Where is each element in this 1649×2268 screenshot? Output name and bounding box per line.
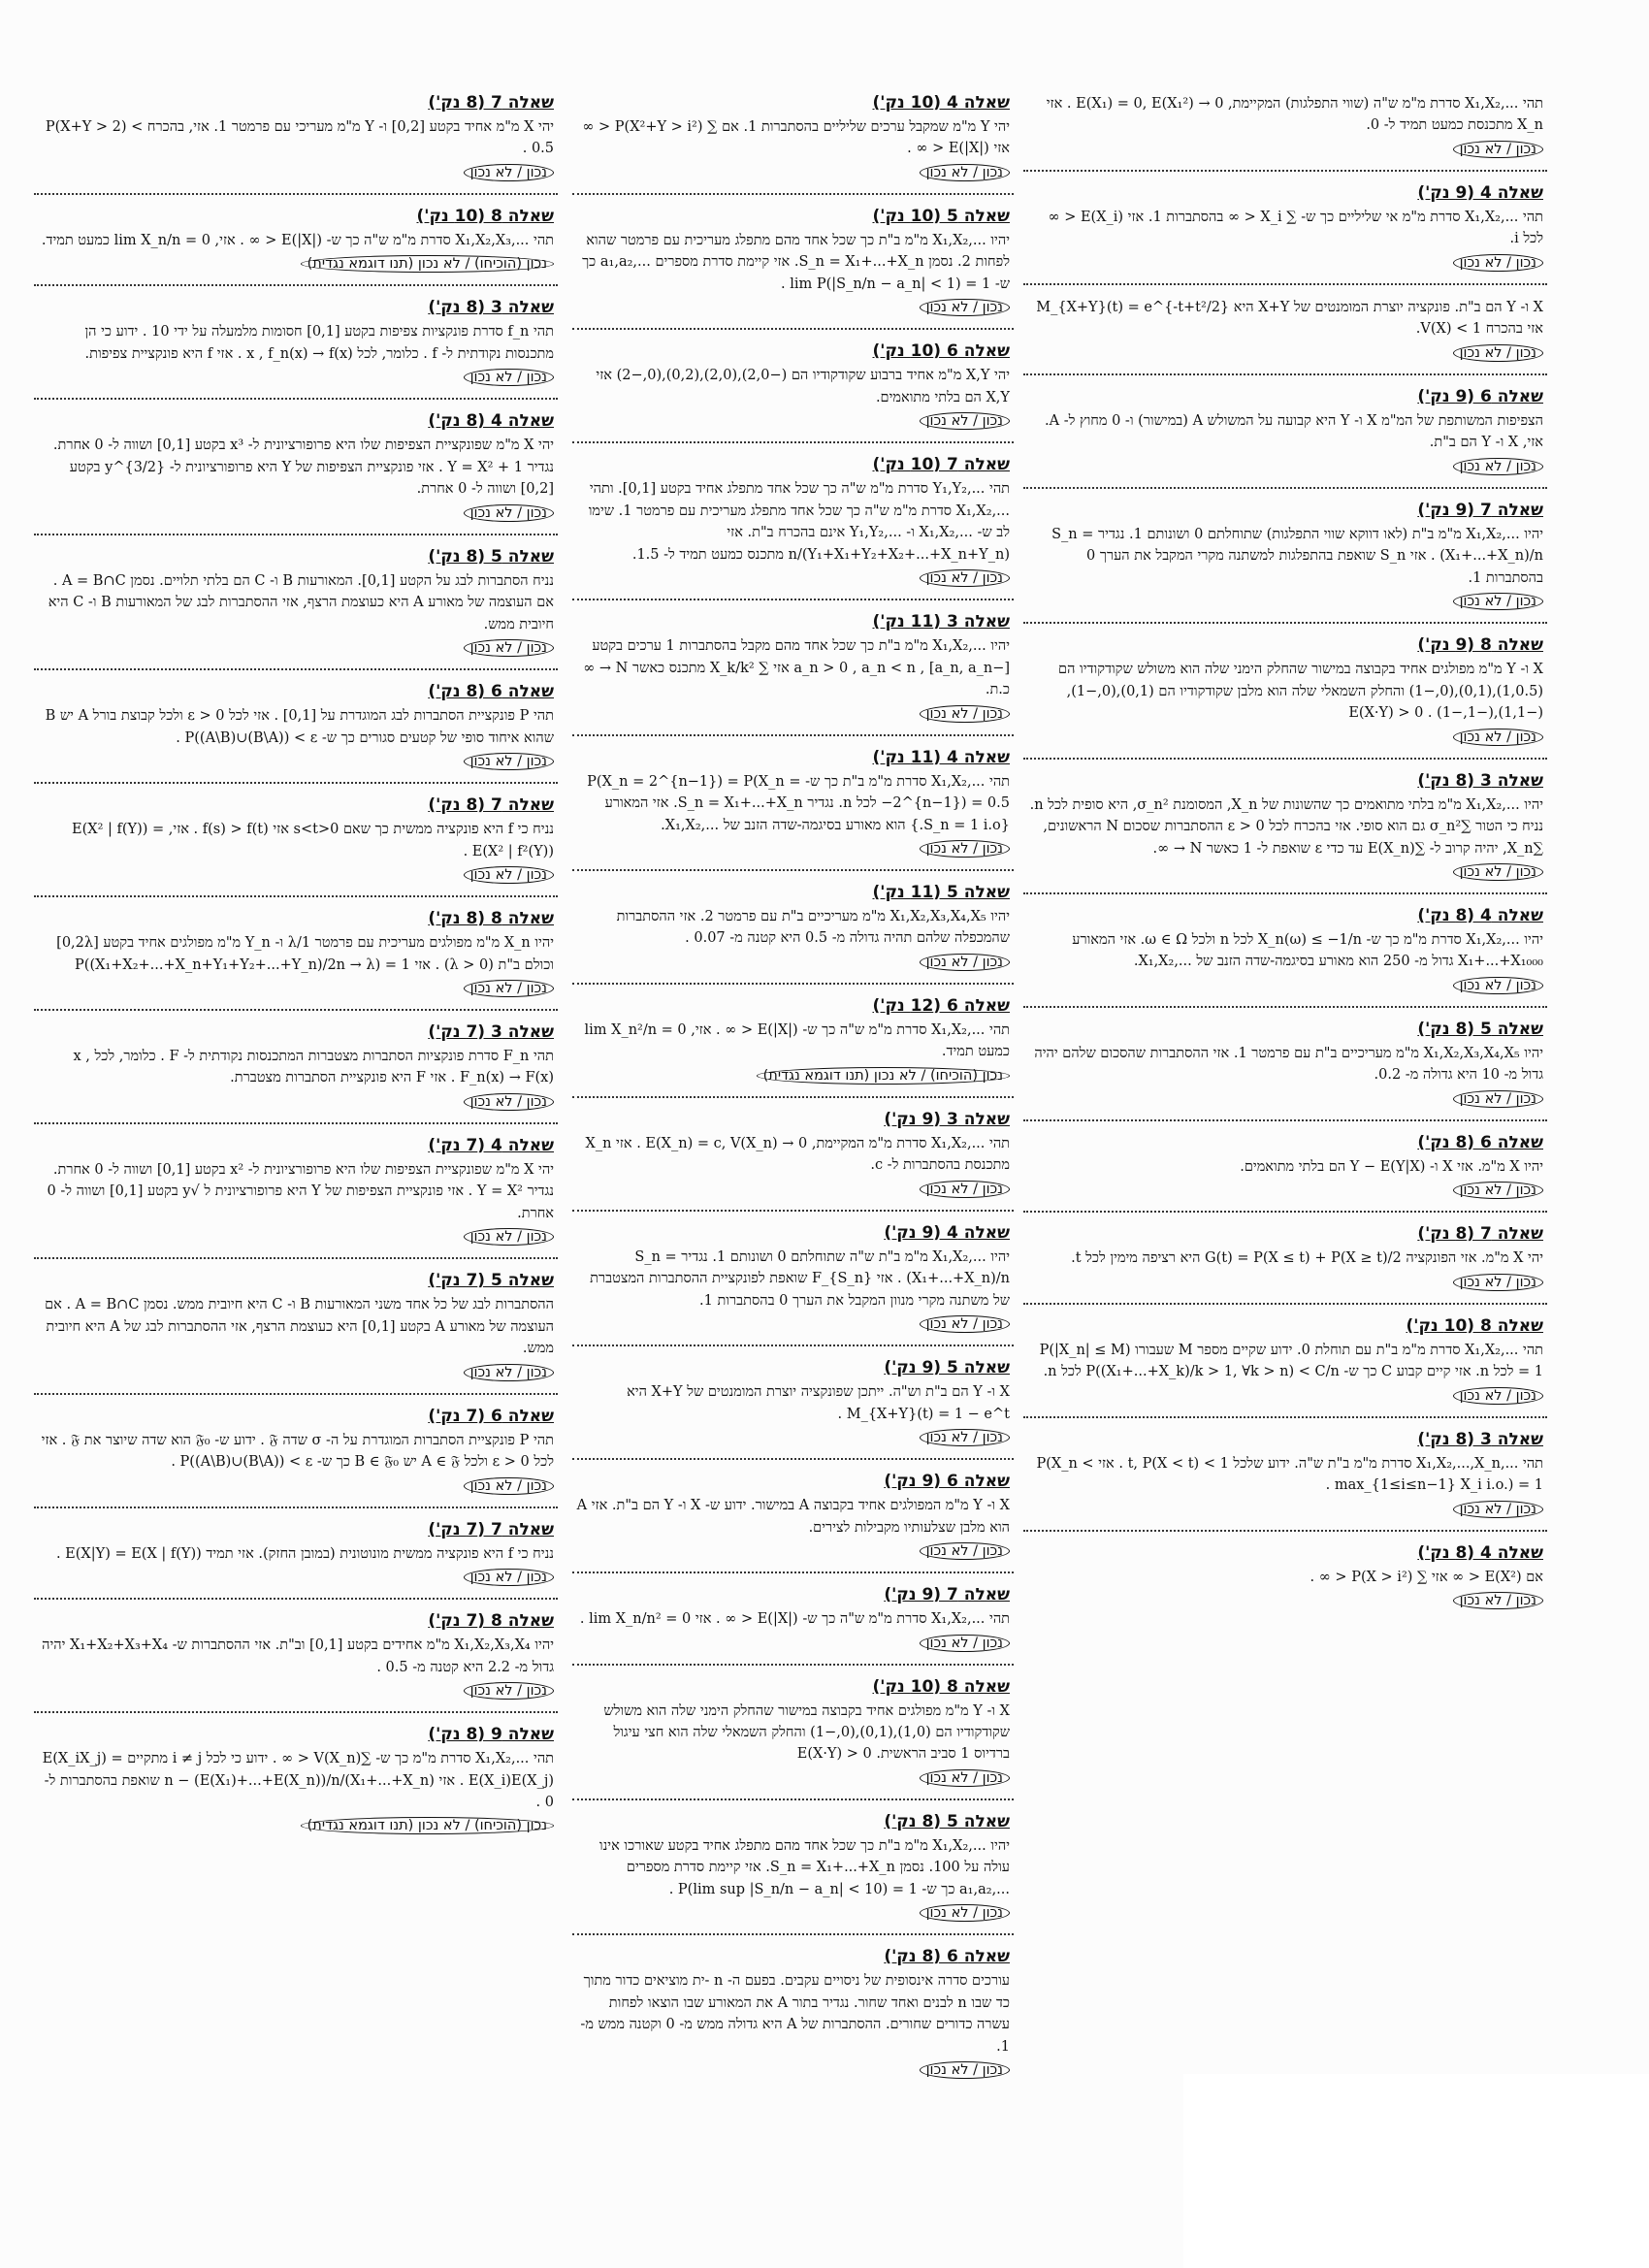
- question-title: שאלה 6 (9 נק'): [1417, 386, 1543, 406]
- question-title: שאלה 8 (10 נק'): [872, 1676, 1010, 1697]
- dotted-separator: [34, 1257, 558, 1259]
- question-block: [1023, 291, 1547, 368]
- dotted-separator: [572, 1345, 1014, 1346]
- question-block: [1023, 1218, 1547, 1296]
- dotted-separator: [572, 1664, 1014, 1666]
- question-text: יהיו ...,X₁,X₂ מ"מ בלתי מתואמים כך שהשונות של X_n, המסומנת σ_n², היא סופית לכל n. נניח כי הטור ∑σ_n² גם הוא סופי. אזי בהכרח לכל ε > 0 ההסתברות שסכום N הראשונים, ∑X_n, יהיה קרוב ל- ∑E(X_n) עד כדי ε שואפת ל- 1 כאשר N → ∞.: [1029, 796, 1543, 857]
- question-block: [572, 742, 1014, 863]
- answer-options: [38, 1228, 554, 1246]
- answer-options: [38, 255, 554, 273]
- question-block: [572, 87, 1014, 187]
- answer-options: [38, 164, 554, 181]
- question-title: שאלה 8 (10 נק'): [1406, 1315, 1543, 1336]
- answer-options: [576, 1181, 1010, 1198]
- question-title: שאלה 7 (8 נק'): [1417, 1224, 1543, 1245]
- answer-options: [1027, 1182, 1543, 1199]
- circled-answer: נכון / לא נכון: [464, 1228, 554, 1246]
- circled-answer: נכון / לא נכון: [920, 840, 1010, 858]
- dotted-separator: [1023, 170, 1547, 172]
- dotted-separator: [34, 398, 558, 400]
- circled-answer: נכון / לא נכון: [464, 164, 554, 181]
- question-title: שאלה 3 (8 נק'): [428, 298, 554, 318]
- question-title: שאלה 6 (7 נק'): [428, 1406, 554, 1426]
- question-block: [34, 405, 558, 527]
- question-block: [34, 790, 558, 890]
- question-title: שאלה 4 (9 נק'): [884, 1222, 1010, 1243]
- question-title: שאלה 6 (10 נק'): [872, 341, 1010, 362]
- question-title: שאלה 5 (7 נק'): [428, 1271, 554, 1291]
- dotted-separator: [34, 668, 558, 670]
- question-text: ההסתברות לבג של כל אחד משני המאורעות B ו- C היא חיובית ממש. נסמן A = B∩C . אם העוצמה של מאורע A בקטע [0,1] היא כעוצמת הרצף, אזי ההסתברות לבג של A היא חיובית ממש.: [45, 1297, 554, 1357]
- question-text: X ו- Y הם ב"ת וש"ה. ייתכן שפונקציה יוצרת המומנטים של X+Y היא M_{X+Y}(t) = 1 − e^t .: [627, 1384, 1010, 1422]
- circled-answer: נכון / לא נכון: [920, 1904, 1010, 1922]
- dotted-separator: [1023, 758, 1547, 760]
- question-text: יהיו X_n מ"מ מפולגים מעריכית עם פרמטר 1/λ ו- Y_n מ"מ מפולגים אחיד בקטע [0,2λ] וכולם ב"ת (λ > 0) . אזי P((X₁+X₂+...+X_n+Y₁+Y₂+...+Y_n)/2n → λ) = 1: [56, 935, 554, 973]
- question-block: [1023, 1424, 1547, 1524]
- blank-corner: [1183, 2074, 1649, 2268]
- answer-options: [1027, 1592, 1543, 1609]
- answer-options: [576, 954, 1010, 971]
- circled-answer: נכון / לא נכון: [1453, 1274, 1543, 1291]
- circled-answer: נכון / לא נכון: [1453, 1387, 1543, 1405]
- question-text: יהיו X₁,X₂,X₃,X₄,X₅ מ"מ מעריכיים ב"ת עם פרמטר 1. אזי ההסתברות שהסכום שלהם יהיה גדול מ- 10 היא גדולה מ- 0.2.: [1034, 1045, 1543, 1084]
- question-title: שאלה 3 (11 נק'): [872, 612, 1010, 632]
- answer-options: [576, 1904, 1010, 1922]
- circled-answer: נכון / לא נכון: [464, 980, 554, 997]
- question-block: [572, 201, 1014, 322]
- question-block: [34, 903, 558, 1003]
- dotted-separator: [34, 1122, 558, 1124]
- question-text: תהי ...,X₁,X₂ סדרת מ"מ ב"ת כך ש- P(X_n = 2^{n−1}) = P(X_n = −2^{n−1}) = 0.5 לכל n. נגדיר S_n = X₁+...+X_n. אזי המאורע {S_n = 1 i.o.} הוא מאורע בסיגמה-שדה הזנב של ...,X₁,X₂.: [587, 773, 1010, 833]
- question-title: שאלה 4 (8 נק'): [1417, 905, 1543, 925]
- question-text: יהיו ...,X₁,X₂ מ"מ ב"ת ש"ה שתוחלתם 0 ושונותם 1. נגדיר S_n = (X₁+...+X_n)/n . אזי F_{S_n} שואפת לפונקציית ההסתברות המצטברת של משתנה מקרי מנוון המקבל את הערך 0 בהסתברות 1.: [590, 1248, 1010, 1309]
- question-text: יהיו X₁,X₂,X₃,X₄,X₅ מ"מ מעריכיים ב"ת עם פרמטר 2. אזי ההסתברות שהמכפלה שלהם תהיה גדולה מ- 0.5 היא קטנה מ- 0.07 .: [616, 908, 1010, 947]
- question-title: שאלה 7 (7 נק'): [428, 1519, 554, 1539]
- question-text: X ו- Y הם ב"ת. פונקציה יוצרת המומנטים של X+Y היא M_{X+Y}(t) = e^{-t+t²/2} אזי בהכרח V(X) < 1.: [1036, 299, 1543, 338]
- question-text: אם E(X²) < ∞ אזי ∑ P(X > i²) < ∞ .: [1310, 1569, 1543, 1585]
- question-block: [34, 1017, 558, 1117]
- question-block: [1023, 495, 1547, 616]
- column-left: [34, 87, 558, 1840]
- dotted-separator: [1023, 1530, 1547, 1532]
- question-text: X ו- Y מ"מ מפולגים אחיד בקבוצה במישור שהחלק הימני שלה הוא משולש שקודקודיו הם (1,0.5),(0,1),(0,−1) והחלק השמאלי שלה הוא מלבן שקודקודיו הם (0,1),(0,−1),(−1,1),(−1,−1) . E(X·Y) > 0: [1058, 662, 1543, 722]
- circled-answer: נכון / לא נכון: [1453, 344, 1543, 362]
- question-text: יהי X מ"מ שפונקציית הצפיפות שלו היא פרופורציונית ל- x² בקטע [0,1] ושווה ל- 0 אחרת. נגדיר Y = X² . אזי פונקציית הצפיפות של Y היא פרופורציונית ל √y בקטע [0,1] ושווה ל- 0 אחרת.: [47, 1161, 554, 1221]
- dotted-separator: [34, 895, 558, 897]
- answer-options: [38, 1817, 554, 1834]
- answer-options: [38, 980, 554, 997]
- dotted-separator: [572, 1571, 1014, 1573]
- circled-answer: נכון / לא נכון: [1453, 254, 1543, 272]
- question-title: שאלה 4 (8 נק'): [428, 411, 554, 432]
- circled-answer: נכון / לא נכון: [1453, 458, 1543, 475]
- question-title: שאלה 9 (8 נק'): [428, 1725, 554, 1745]
- question-text: יהי X מ"מ אחיד בקטע [0,2] ו- Y מ"מ מעריכי עם פרמטר 1. אזי, בהכרח P(X+Y > 2) < 0.5 .: [45, 119, 554, 157]
- question-text: יהי Y מ"מ שמקבל ערכים שליליים בהסתברות 1. אם ∑ P(X²+Y > i²) < ∞ אזי E(|X|) < ∞ .: [582, 119, 1010, 157]
- circled-answer: נכון / לא נכון: [920, 569, 1010, 587]
- question-title: שאלה 4 (10 נק'): [872, 93, 1010, 113]
- question-text: תהי ...,X₁,X₂ סדרת מ"מ ש"ה כך ש- E(|X|) < ∞ . אזי lim X_n/n² = 0 .: [579, 1611, 1010, 1628]
- answer-options: [576, 1635, 1010, 1652]
- question-text: תהי ...,X₁,X₂ סדרת מ"מ המקיימת, E(X_n) = c, V(X_n) → 0 . אזי X_n מתכנסת בהסתברות ל- c.: [585, 1135, 1010, 1174]
- circled-answer: נכון / לא נכון: [920, 954, 1010, 971]
- answer-options: [1027, 1387, 1543, 1405]
- dotted-separator: [572, 983, 1014, 985]
- dotted-separator: [1023, 622, 1547, 624]
- question-title: שאלה 7 (9 נק'): [1417, 500, 1543, 520]
- question-block: [1023, 1538, 1547, 1615]
- question-block: [1023, 178, 1547, 277]
- circled-answer: נכון / לא נכון: [464, 866, 554, 884]
- question-title: שאלה 7 (9 נק'): [884, 1585, 1010, 1605]
- circled-answer: נכון / לא נכון: [920, 705, 1010, 723]
- question-text: יהיו ...,X₁,X₂ סדרת מ"מ כך ש- X_n(ω) ≤ −1/n לכל n ולכל ω ∈ Ω. אזי המאורע X₁+...+X₁₀₀₀ גדול מ- 250 הוא מאורע בסיגמה-שדה הזנב של ...,X₁,X₂.: [1072, 931, 1543, 970]
- question-block: [1023, 1014, 1547, 1114]
- answer-options: [576, 1769, 1010, 1787]
- circled-answer: נכון / לא נכון: [1453, 977, 1543, 994]
- dotted-separator: [1023, 1303, 1547, 1305]
- question-text: X ו- Y מ"מ המפולגים אחיד בקבוצה A במישור. ידוע ש- X ו- Y הם ב"ת. אזי A הוא מלבן שצלעותיו מקבילות לצירים.: [576, 1498, 1010, 1536]
- answer-options: [38, 504, 554, 522]
- question-text: תהי ...,Y₁,Y₂ סדרת מ"מ ש"ה כך שכל אחד מתפלג אחיד בקטע [0,1]. ותהי ...,X₁,X₂ סדרת מ"מ ש"ה כך שכל אחד מתפלג מעריכית עם פרמטר 1. שימו לב ש- ...,X₁,X₂ ו- ...,Y₁,Y₂ אינם בהכרח ב"ת. אזי (Y₁+X₁+Y₂+X₂+...+X_n+Y_n)/n מתכנס כמעט תמיד ל- 1.5.: [588, 481, 1010, 563]
- answer-options: [1027, 1090, 1543, 1108]
- question-block: [572, 877, 1014, 977]
- question-block: [34, 541, 558, 663]
- question-block: [572, 1217, 1014, 1339]
- answer-options: [576, 840, 1010, 858]
- answer-options: [38, 1477, 554, 1495]
- question-block: [34, 1514, 558, 1592]
- circled-answer: נכון / לא נכון: [920, 299, 1010, 316]
- circled-answer: נכון / לא נכון: [920, 1542, 1010, 1560]
- question-block: [1023, 381, 1547, 481]
- answer-options: [576, 299, 1010, 316]
- question-title: שאלה 3 (8 נק'): [1417, 1429, 1543, 1449]
- dotted-separator: [1023, 283, 1547, 285]
- circled-answer: נכון (הוכיחו) / לא נכון (תנו דוגמא נגדית): [757, 1067, 1010, 1085]
- question-block: [572, 336, 1014, 436]
- answer-options: [38, 1569, 554, 1586]
- question-title: שאלה 6 (8 נק'): [428, 682, 554, 702]
- dotted-separator: [34, 782, 558, 784]
- question-title: שאלה 5 (10 נק'): [872, 206, 1010, 226]
- question-text: יהיו ...,X₁,X₂ מ"מ ב"ת כך שכל אחד מהם מתפלג מעריכית עם פרמטר שהוא לפחות 2. נסמן S_n = X₁+...+X_n. אזי קיימת סדרת מספרים ...,a₁,a₂ כך ש- lim P(|S_n/n − a_n| < 1) = 1 .: [582, 232, 1010, 292]
- question-block: [1023, 1127, 1547, 1205]
- answer-options: [1027, 1501, 1543, 1518]
- dotted-separator: [1023, 1006, 1547, 1008]
- circled-answer: נכון / לא נכון: [464, 1093, 554, 1111]
- dotted-separator: [572, 869, 1014, 871]
- dotted-separator: [572, 1210, 1014, 1212]
- answer-options: [576, 1542, 1010, 1560]
- question-text: תהי ...,X₁,X₂,...,X_n סדרת מ"מ ב"ת ש"ה. ידוע שלכל t, P(X < t) < 1 . אזי P(X_n < max_{1≤i≤n−1} X_i i.o.) = 1 .: [1036, 1455, 1543, 1494]
- dotted-separator: [572, 1798, 1014, 1800]
- dotted-separator: [1023, 1211, 1547, 1213]
- question-text: תהי ...,X₁,X₂ סדרת מ"מ ש"ה (שווי התפלגות) המקיימת, E(X₁) = 0, E(X₁²) → 0 . אזי ‎X_n מתכנסת כמעט תמיד ל- 0.: [1046, 96, 1543, 134]
- circled-answer: נכון / לא נכון: [920, 2061, 1010, 2079]
- question-title: שאלה 5 (8 נק'): [428, 546, 554, 567]
- question-title: שאלה 7 (10 נק'): [872, 455, 1010, 475]
- question-block: [1023, 87, 1547, 164]
- answer-options: [38, 866, 554, 884]
- question-block: [34, 1719, 558, 1840]
- circled-answer: נכון / לא נכון: [464, 1682, 554, 1700]
- question-block: [572, 1466, 1014, 1566]
- question-block: [572, 990, 1014, 1090]
- answer-options: [1027, 344, 1543, 362]
- question-block: [34, 1605, 558, 1705]
- dotted-separator: [572, 734, 1014, 736]
- question-text: תהי f_n סדרת פונקציות צפיפות בקטע [0,1] חסומות מלמעלה על ידי 10 . ידוע כי הן מתכנסות נקודתית ל- f . כלומר, לכל x , f_n(x) → f(x) . אזי f היא פונקציית צפיפות.: [84, 324, 554, 362]
- circled-answer: נכון / לא נכון: [920, 1635, 1010, 1652]
- question-block: [572, 1671, 1014, 1793]
- question-title: שאלה 3 (7 נק'): [428, 1021, 554, 1042]
- dotted-separator: [572, 1458, 1014, 1460]
- circled-answer: נכון / לא נכון: [1453, 141, 1543, 158]
- question-block: [34, 1265, 558, 1386]
- question-title: שאלה 6 (9 נק'): [884, 1472, 1010, 1492]
- dotted-separator: [572, 328, 1014, 330]
- question-title: שאלה 7 (8 נק'): [428, 93, 554, 113]
- circled-answer: נכון / לא נכון: [1453, 593, 1543, 610]
- dotted-separator: [34, 1711, 558, 1713]
- question-text: תהי ...,X₁,X₂ סדרת מ"מ כך ש- ∑V(X_n) < ∞ . ידוע כי לכל i ≠ j מתקיים E(X_iX_j) = E(X_i)E(X_j) . אזי (X₁+...+X_n)/n − (E(X₁)+...+E(X_n))/n שואפת בהסתברות ל- 0 .: [42, 1751, 554, 1810]
- question-block: [1023, 1311, 1547, 1410]
- circled-answer: נכון / לא נכון: [920, 1181, 1010, 1198]
- question-title: שאלה 4 (9 נק'): [1417, 182, 1543, 203]
- circled-answer: נכון / לא נכון: [464, 1364, 554, 1381]
- question-block: [572, 1579, 1014, 1657]
- question-block: [572, 1104, 1014, 1204]
- circled-answer: נכון / לא נכון: [464, 369, 554, 386]
- question-text: יהיו X₁,X₂,X₃,X₄ מ"מ אחידים בקטע [0,1] וב"ת. אזי ההסתברות ש- X₁+X₂+X₃+X₄ יהיה גדול מ- 2.2 היא קטנה מ- 0.5 .: [42, 1637, 554, 1675]
- dotted-separator: [572, 599, 1014, 600]
- answer-options: [1027, 977, 1543, 994]
- question-title: שאלה 8 (8 נק'): [428, 909, 554, 929]
- question-block: [1023, 630, 1547, 751]
- circled-answer: נכון / לא נכון: [464, 1477, 554, 1495]
- dotted-separator: [572, 1933, 1014, 1935]
- question-title: שאלה 5 (8 נק'): [1417, 1019, 1543, 1039]
- circled-answer: נכון / לא נכון: [920, 1429, 1010, 1446]
- answer-options: [576, 164, 1010, 181]
- question-text: יהי X מ"מ שפונקציית הצפיפות שלו היא פרופורציונית ל- x³ בקטע [0,1] ושווה ל- 0 אחרת. נגדיר Y = X² + 1 . אזי פונקציית הצפיפות של Y היא פרופורציונית ל- y^{3/2} בקטע [0,2] ושווה ל- 0 אחרת.: [52, 437, 554, 498]
- question-title: שאלה 8 (9 נק'): [1417, 635, 1543, 656]
- question-text: נניח הסתברות לבג על הקטע [0,1]. המאורעות B ו- C הם בלתי תלויים. נסמן A = B∩C . אם העוצמה של מאורע A היא כעוצמת הרצף, אזי ההסתברות לבג של המאורעות B ו- C היא חיובית ממש.: [48, 572, 554, 632]
- dotted-separator: [34, 534, 558, 535]
- question-text: תהי ...,X₁,X₂ סדרת מ"מ ב"ת עם תוחלת 0. ידוע שקיים מספר M שעבורו P(|X_n| ≤ M) = 1 לכל n. אזי קיים קבוע C כך ש- P((X₁+...+X_k)/k > 1, ∀k > n) < C/n לכל n.: [1039, 1342, 1543, 1380]
- answer-options: [1027, 254, 1543, 272]
- answer-options: [38, 1364, 554, 1381]
- circled-answer: נכון / לא נכון: [1453, 729, 1543, 746]
- question-text: תהי P פונקציית הסתברות המוגדרת על ה- σ שדה 𝔉 . ידוע ש- 𝔉₀ הוא שדה שיוצר את 𝔉 . אזי לכל ε > 0 ולכל A ∈ 𝔉 יש B ∈ 𝔉₀ כך ש- P((A\B)∪(B\A)) < ε .: [41, 1432, 554, 1471]
- question-title: שאלה 6 (12 נק'): [872, 995, 1010, 1016]
- dotted-separator: [34, 284, 558, 286]
- dotted-separator: [34, 193, 558, 195]
- question-text: תהי F_n סדרת פונקציות הסתברות מצטברות המתכנסות נקודתית ל- F . כלומר, לכל x , F_n(x) → F(x) . אזי F היא פונקציית הסתברות מצטברת.: [73, 1048, 554, 1086]
- question-text: יהיו ...,X₁,X₂ מ"מ ב"ת כך שכל אחד מהם מקבל בהסתברות 1 ערכים בקטע [−a_n, a_n] , a_n > 0 , a_n < n אזי ∑ X_k/k² מתכנס כאשר N → ∞ כ.ת.: [583, 638, 1010, 698]
- circled-answer: נכון / לא נכון: [1453, 1592, 1543, 1609]
- answer-options: [576, 569, 1010, 587]
- question-title: שאלה 7 (8 נק'): [428, 795, 554, 816]
- circled-answer: נכון / לא נכון: [1453, 1090, 1543, 1108]
- circled-answer: נכון / לא נכון: [920, 1315, 1010, 1333]
- question-title: שאלה 3 (8 נק'): [1417, 770, 1543, 791]
- question-text: תהי ...,X₁,X₂,X₃ סדרת מ"מ ש"ה כך ש- E(|X|) < ∞ . אזי, lim X_n/n = 0 כמעט תמיד.: [41, 232, 554, 248]
- question-title: שאלה 8 (10 נק'): [416, 206, 554, 226]
- dotted-separator: [1023, 1119, 1547, 1121]
- dotted-separator: [572, 193, 1014, 195]
- dotted-separator: [34, 1507, 558, 1508]
- circled-answer: נכון / לא נכון: [1453, 1182, 1543, 1199]
- dotted-separator: [1023, 487, 1547, 489]
- answer-options: [576, 705, 1010, 723]
- question-text: יהיו ...,X₁,X₂ מ"מ ב"ת (לאו דווקא שווי התפלגות) שתוחלתם 0 ושונותם 1. נגדיר S_n = (X₁+...+X_n)/n . אזי S_n שואפת בהתפלגות למשתנה מקרי המקבל את הערך 0 בהסתברות 1.: [1051, 526, 1543, 586]
- circled-answer: נכון / לא נכון: [920, 164, 1010, 181]
- question-title: שאלה 4 (11 נק'): [872, 747, 1010, 767]
- circled-answer: נכון / לא נכון: [464, 504, 554, 522]
- answer-options: [1027, 593, 1543, 610]
- circled-answer: נכון (הוכיחו) / לא נכון (תנו דוגמא נגדית): [301, 1817, 554, 1834]
- question-block: [34, 1401, 558, 1501]
- question-block: [572, 606, 1014, 728]
- question-title: שאלה 6 (8 נק'): [884, 1947, 1010, 1967]
- question-title: שאלה 5 (11 נק'): [872, 882, 1010, 902]
- question-text: יהיו X מ"מ. אזי X ו- Y − E(Y|X) הם בלתי מתואמים.: [1240, 1158, 1543, 1175]
- question-block: [34, 87, 558, 187]
- question-block: [34, 201, 558, 278]
- answer-options: [38, 1682, 554, 1700]
- circled-answer: נכון / לא נכון: [920, 1769, 1010, 1787]
- circled-answer: נכון / לא נכון: [464, 1569, 554, 1586]
- question-text: יהי X,Y מ"מ אחיד ברבוע שקודקודיו הם (−2,0),(2,0),(0,2),(0,−2) אזי X,Y הם בלתי מתואמים.: [596, 368, 1010, 405]
- circled-answer: נכון / לא נכון: [1453, 1501, 1543, 1518]
- question-block: [572, 1941, 1014, 2085]
- question-text: יהי X מ"מ. אזי הפונקציה G(t) = P(X ≤ t) + P(X ≥ t)/2 היא רציפה מימין לכל t.: [1071, 1250, 1543, 1267]
- answer-options: [38, 639, 554, 657]
- answer-options: [576, 2061, 1010, 2079]
- dotted-separator: [34, 1393, 558, 1395]
- question-block: [34, 676, 558, 776]
- question-block: [572, 1352, 1014, 1452]
- answer-options: [1027, 458, 1543, 475]
- question-title: שאלה 5 (9 נק'): [884, 1358, 1010, 1378]
- question-block: [572, 1806, 1014, 1928]
- circled-answer: נכון / לא נכון: [464, 639, 554, 657]
- answer-options: [1027, 141, 1543, 158]
- question-text: הצפיפות המשותפת של המ"מ X ו- Y היא קבועה על המשולש A (במישור) ו- 0 מחוץ ל- A. אזי, X ו- Y הם ב"ת.: [1045, 412, 1543, 451]
- question-text: תהי ...,X₁,X₂ סדרת מ"מ ש"ה כך ש- E(|X|) < ∞ . אזי, lim X_n²/n = 0 כמעט תמיד.: [584, 1021, 1010, 1060]
- column-middle: [572, 87, 1014, 2085]
- question-title: שאלה 8 (7 נק'): [428, 1611, 554, 1632]
- answer-options: [576, 412, 1010, 430]
- question-block: [1023, 765, 1547, 887]
- question-text: יהיו ...,X₁,X₂ מ"מ ב"ת כך שכל אחד מהם מתפלג אחיד בקטע שאורכו אינו עולה על 100. נסמן S_n = X₁+...+X_n. אזי קיימת סדרת מספרים ...,a₁,a₂ כך ש- P(lim sup |S_n/n − a_n| < 10) = 1 .: [598, 1837, 1010, 1897]
- question-text: נניח כי f היא פונקציה ממשית כך שאם 0<s<t אזי f(s) > f(t) . אזי, E(X² | f(Y)) = E(X² | f²(Y)) .: [72, 822, 554, 859]
- question-title: שאלה 3 (9 נק'): [884, 1109, 1010, 1129]
- answer-options: [576, 1429, 1010, 1446]
- dotted-separator: [34, 1009, 558, 1011]
- question-text: תהי P פונקציית הסתברות לבג המוגדרת על [0,1] . אזי לכל ε > 0 ולכל קבוצת בורל A יש B שהוא איחוד סופי של קטעים סגורים כך ש- P((A\B)∪(B\A)) < ε .: [45, 708, 554, 746]
- column-right: [1023, 87, 1547, 1615]
- answer-options: [1027, 863, 1543, 881]
- question-title: שאלה 4 (8 נק'): [1417, 1542, 1543, 1563]
- dotted-separator: [1023, 1416, 1547, 1418]
- question-block: [34, 1130, 558, 1251]
- question-title: שאלה 5 (8 נק'): [884, 1811, 1010, 1831]
- answer-options: [576, 1315, 1010, 1333]
- question-text: נניח כי f היא פונקציה ממשית מונוטונית (במובן החזק). אזי תמיד E(X|Y) = E(X | f(Y)) .: [55, 1545, 554, 1562]
- dotted-separator: [34, 1598, 558, 1600]
- dotted-separator: [1023, 373, 1547, 375]
- question-title: שאלה 6 (8 נק'): [1417, 1132, 1543, 1152]
- dotted-separator: [1023, 892, 1547, 894]
- dotted-separator: [572, 1096, 1014, 1098]
- question-text: עורכים סדרה אינסופית של ניסויים עקבים. בפעם ה- n -ית מוציאים כדור מתוך כד שבו n לבנים ואחד שחור. נגדיר בתור A את המאורע שבו הוצאו לפחות עשרה כדורים שחורים. ההסתברות של A היא גדולה ממש מ- 0 וקטנה ממש מ- 1.: [580, 1973, 1010, 2055]
- circled-answer: נכון / לא נכון: [920, 412, 1010, 430]
- question-block: [1023, 900, 1547, 1000]
- circled-answer: נכון (הוכיחו) / לא נכון (תנו דוגמא נגדית): [301, 255, 554, 273]
- question-title: שאלה 4 (7 נק'): [428, 1135, 554, 1155]
- question-block: [34, 292, 558, 392]
- circled-answer: נכון / לא נכון: [1453, 863, 1543, 881]
- answer-options: [576, 1067, 1010, 1085]
- question-block: [572, 449, 1014, 593]
- answer-options: [38, 1093, 554, 1111]
- answer-options: [38, 753, 554, 770]
- circled-answer: נכון / לא נכון: [464, 753, 554, 770]
- answer-options: [38, 369, 554, 386]
- question-text: X ו- Y מ"מ מפולגים אחיד בקבוצה במישור שהחלק הימני שלה הוא משולש שקודקודיו הם (1,0),(0,1),(0,−1) והחלק השמאלי שלה הוא חצי עיגול ברדיוס 1 סביב הראשית. E(X·Y) > 0: [603, 1702, 1010, 1763]
- answer-options: [1027, 1274, 1543, 1291]
- dotted-separator: [572, 441, 1014, 443]
- answer-options: [1027, 729, 1543, 746]
- question-text: תהי ...,X₁,X₂ סדרת מ"מ אי שליליים כך ש- ∑ X_i < ∞ בהסתברות 1. אזי E(X_i) < ∞ לכל i.: [1048, 209, 1543, 247]
